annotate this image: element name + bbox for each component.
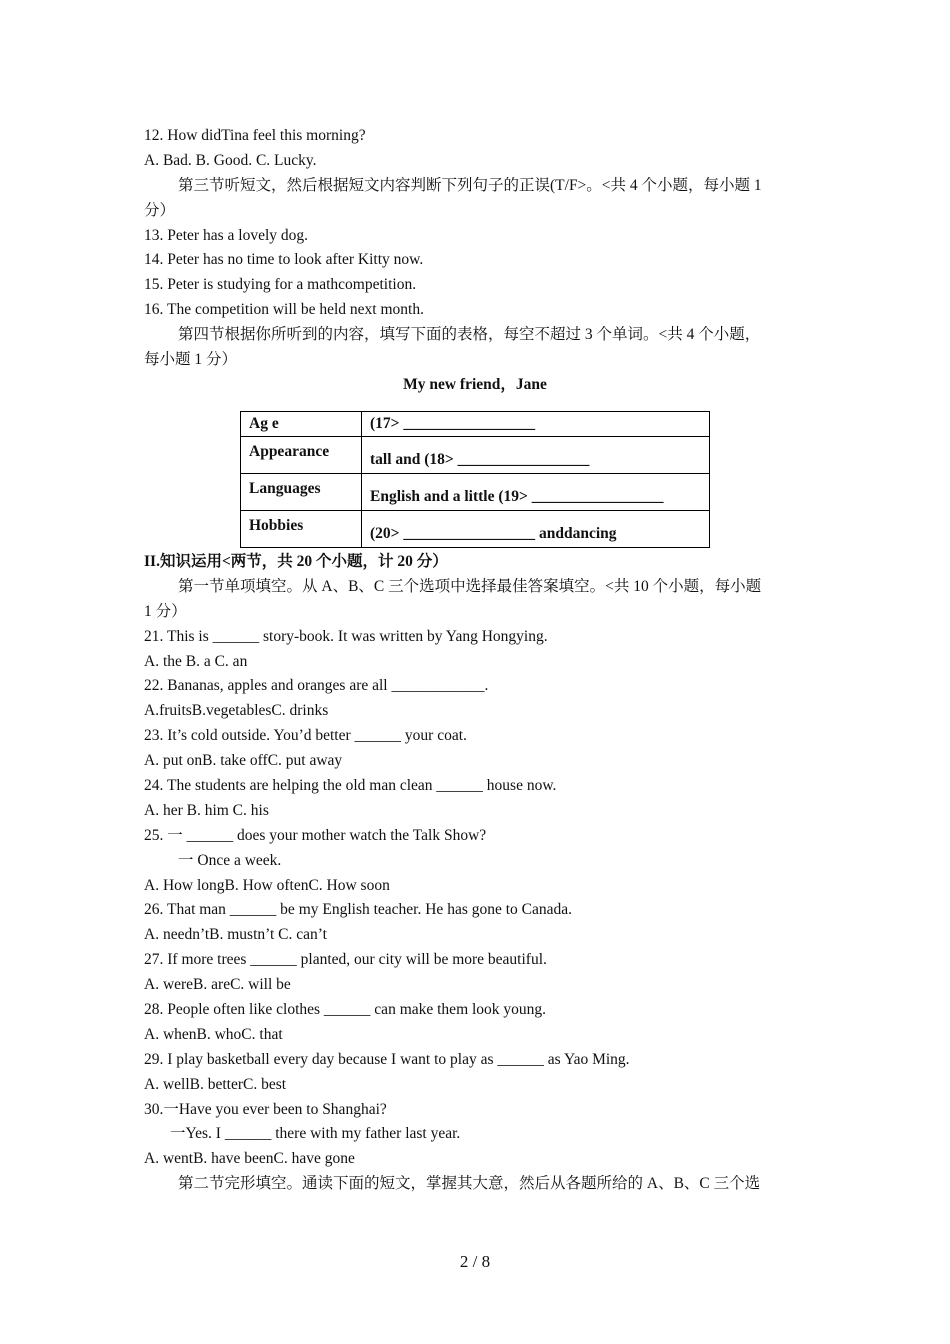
table-row xyxy=(241,474,710,511)
part2-block xyxy=(144,550,806,1197)
table-value-appearance: tall and (18> _________________ xyxy=(362,437,710,474)
table-key-hobbies: Hobbies xyxy=(241,511,362,548)
question-24: 24. The students are helping the old man clean ______ house now. xyxy=(144,777,557,795)
section3-intro-cont: 分） xyxy=(144,201,176,219)
question-30-options: A. wentB. have beenC. have gone xyxy=(144,1150,355,1168)
question-22: 22. Bananas, apples and oranges are all ____________. xyxy=(144,677,489,695)
table-row xyxy=(241,511,710,548)
table-row xyxy=(241,437,710,474)
page-number: 2 / 8 xyxy=(459,1252,491,1271)
question-23-options: A. put onB. take offC. put away xyxy=(144,752,343,770)
question-26-options: A. needn’tB. mustn’t C. can’t xyxy=(144,926,327,944)
section4-intro-cont: 每小题 1 分） xyxy=(144,351,238,369)
question-29-options: A. wellB. betterC. best xyxy=(144,1075,287,1093)
question-28-options: A. whenB. whoC. that xyxy=(144,1025,283,1043)
table-key-languages: Languages xyxy=(241,474,362,511)
question-22-options: A.fruitsB.vegetablesC. drinks xyxy=(144,702,329,720)
table-value-languages: English and a little (19> _________________ xyxy=(362,474,710,511)
part2-intro: 第一节单项填空。从 A、B、C 三个选项中选择最佳答案填空。<共 10 个小题，每小题 xyxy=(178,577,762,595)
section4-intro: 第四节根据你所听到的内容，填写下面的表格，每空不超过 3 个单词。<共 4 个小题， xyxy=(178,326,761,344)
question-12: 12. How didTina feel this morning? xyxy=(144,127,366,144)
question-25: 25. 一 ______ does your mother watch the Talk Show? xyxy=(144,826,487,844)
question-27-options: A. wereB. areC. will be xyxy=(144,976,291,994)
question-27: 27. If more trees ______ planted, our city will be more beautiful. xyxy=(144,951,547,969)
question-25-answer: 一 Once a week. xyxy=(178,851,282,869)
question-12-options: A. Bad. B. Good. C. Lucky. xyxy=(144,151,317,169)
question-30: 30.一Have you ever been to Shanghai? xyxy=(144,1100,387,1118)
question-24-options: A. her B. him C. his xyxy=(144,801,269,819)
question-15: 15. Peter is studying for a mathcompetition. xyxy=(144,276,417,294)
part2-heading: II.知识运用<两节，共 20 个小题，计 20 分） xyxy=(144,553,448,570)
document-page xyxy=(144,124,806,1193)
question-29: 29. I play basketball every day because I want to play as ______ as Yao Ming. xyxy=(144,1050,630,1068)
cloze-section-intro: 第二节完形填空。通读下面的短文，掌握其大意，然后从各题所给的 A、B、C 三个选 xyxy=(178,1175,761,1193)
table-title: My new friend，Jane xyxy=(403,375,547,393)
table-value-hobbies: (20> _________________ anddancing xyxy=(362,511,710,548)
question-26: 26. That man ______ be my English teacher. He has gone to Canada. xyxy=(144,901,573,919)
part2-intro-cont: 1 分） xyxy=(144,602,187,620)
question-30-answer: 一Yes. I ______ there with my father last year. xyxy=(170,1125,461,1143)
question-28: 28. People often like clothes ______ can make them look young. xyxy=(144,1001,547,1019)
table-key-appearance: Appearance xyxy=(241,437,362,474)
question-14: 14. Peter has no time to look after Kitty now. xyxy=(144,251,424,269)
question-23: 23. It’s cold outside. You’d better ______ your coat. xyxy=(144,727,467,745)
question-21: 21. This is ______ story-book. It was written by Yang Hongying. xyxy=(144,627,548,645)
question-13: 13. Peter has a lovely dog. xyxy=(144,226,309,244)
friend-info-table xyxy=(240,411,710,548)
question-16: 16. The competition will be held next month. xyxy=(144,301,424,319)
section3-intro: 第三节听短文，然后根据短文内容判断下列句子的正误(T/F>。<共 4 个小题，每小题 1 xyxy=(178,176,762,194)
table-row xyxy=(241,412,710,437)
question-21-options: A. the B. a C. an xyxy=(144,652,248,670)
table-value-age: (17> _________________ xyxy=(362,412,710,437)
table-key-age: Ag e xyxy=(241,412,362,437)
question-25-options: A. How longB. How oftenC. How soon xyxy=(144,876,390,894)
